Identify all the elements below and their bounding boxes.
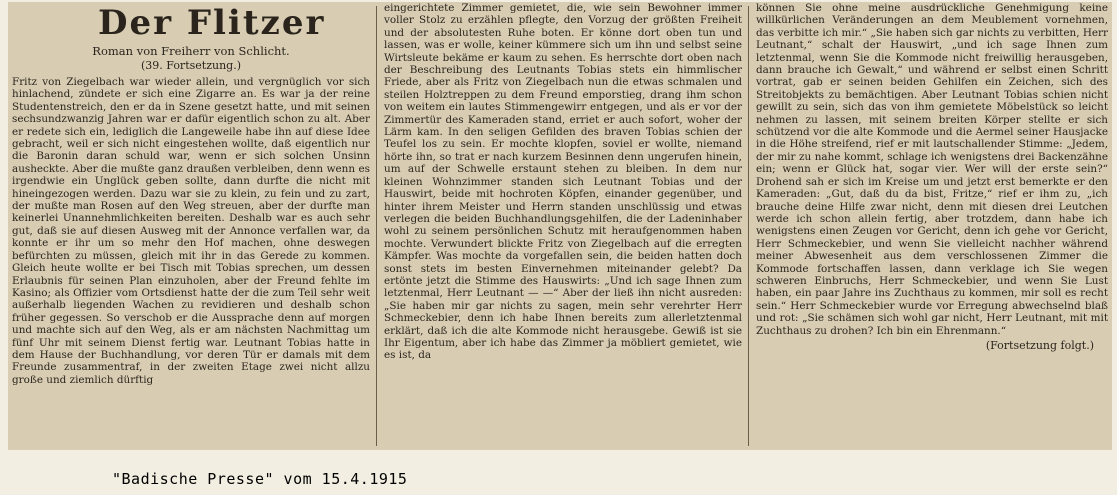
column-3-text: können Sie ohne meine ausdrückliche Genehmigung keine willkürlichen Veränderungen an dem Meublement vornehmen, das verbitte ich mir.“ „Sie haben sich gar nichts zu verbitten, Herr Leutnant,“ schalt der Hauswirt, „und ich sage Ihnen zum letztenmal, wenn Sie die Kommode nicht freiwillig herausgeben, dann brauche ich Gewalt,“ und während er selbst einen Schritt vortrat, gab er seinen beiden Gehilfen ein Zeichen, sich des Streitobjekts zu bemächtigen. Aber Leutnant Tobias schien nicht gewillt zu sein, sich das von ihm gemietete Möbelstück so leicht nehmen zu lassen, mit seinem breiten Körper stellte er sich schützend vor die alte Kommode und die Aermel seiner Hausjacke in die Höhe streifend, rief er mit lautschallender Stimme: „Jedem, der mir zu nahe kommt, schlage ich wenigstens drei Backenzähne ein; wenn er Glück hat, sogar vier. Wer will der erste sein?“ Drohend sah er sich im Kreise um und jetzt erst bemerkte er den Kameraden: „Gut, daß du da bist, Fritze,“ rief er ihm zu, „ich brauche deine Hilfe zwar nicht, denn mit diesen drei Leutchen werde ich schon allein fertig, aber trotzdem, dann habe ich wenigstens einen Zeugen vor Gericht, denn ich gehe vor Gericht, Herr Schmeckebier, und wenn Sie vielleicht nachher während meiner Abwesenheit aus dem verschlossenen Zimmer die Kommode fortschaffen lassen, dann verklage ich Sie wegen schweren Einbruchs, Herr Schmeckebier, und wenn Sie Lust haben, ein paar Jahre ins Zuchthaus zu kommen, mir soll es recht sein.“ Herr Schmeckebier wurde vor Erregung abwechselnd blaß und rot: „Sie schämen sich wohl gar nicht, Herr Leutnant, mit mit Zuchthaus zu drohen? Ich bin ein Ehrenmann.“ [756, 2, 1108, 337]
column-1-text: Fritz von Ziegelbach war wieder allein, und vergnüglich vor sich hinlachend, zündete er sich eine Zigarre an. Es war ja der reine Studentenstreich, den er da in Szene gesetzt hatte, und mit seinen sechsundzwanzig Jahren war er dafür eigentlich schon zu alt. Aber er redete sich ein, lediglich die Langeweile habe ihn auf diese Idee gebracht, weil er sich nicht eingestehen wollte, daß eigentlich nur die Baronin daran schuld war, wenn er sich solchen Unsinn ausheckte. Aber die mußte ganz draußen verbleiben, denn wenn es irgendwie ein Unglück geben sollte, dann durfte die nicht mit hineingezogen werden. Dazu war sie zu klein, zu fein und zu zart, der mußte man Rosen auf den Weg streuen, aber der durfte man keinerlei Unannehmlichkeiten bereiten. Deshalb war es auch sehr gut, daß sie auf diesen Ausweg mit der Annonce verfallen war, da konnte er ihr um so mehr den Hof machen, ohne deswegen befürchten zu müssen, gleich mit ihr in das Gerede zu kommen. Gleich heute wollte er bei Tisch mit Tobias sprechen, um dessen Erlaubnis für seinen Plan einzuholen, aber der Freund fehlte im Kasino; als Offizier vom Ortsdienst hatte der die zum Teil sehr weit außerhalb liegenden Wachen zu revidieren und deshalb schon früher gegessen. So verschob er die Aussprache denn auf morgen und machte sich auf den Weg, als er am nächsten Nachmittag um fünf Uhr mit seinem Dienst fertig war. Leutnant Tobias hatte in dem Hause der Buchhandlung, vor deren Tür er damals mit dem Freunde zusammentraf, in der zweiten Etage zwei nicht allzu große und ziemlich dürftig [12, 76, 370, 386]
column-1 [8, 2, 374, 450]
article-title: Der Flitzer [98, 3, 326, 43]
column-divider [748, 6, 749, 446]
column-2 [380, 2, 746, 450]
newspaper-clipping [8, 2, 1112, 450]
column-2-text: eingerichtete Zimmer gemietet, die, wie sein Bewohner immer voller Stolz zu erzählen pflegte, den Vorzug der größten Freiheit und der absolutesten Ruhe boten. Er könne dort oben tun und lassen, was er wolle, keiner kümmere sich um ihn und selbst seine Wirtsleute bekäme er kaum zu sehen. Es herrschte dort oben nach der Beschreibung des Leutnants Tobias stets ein himmlischer Friede, aber als Fritz von Ziegelbach nun die etwas schmalen und steilen Holztreppen zu dem Freund emporstieg, drang ihm schon von weitem ein lautes Stimmengewirr entgegen, und als er vor der Zimmertür des Kameraden stand, erriet er auch sofort, woher der Lärm kam. In den seligen Gefilden des braven Tobias schien der Teufel los zu sein. Er mochte klopfen, soviel er wollte, niemand hörte ihn, so trat er nach kurzem Besinnen denn ungerufen hinein, um auf der Schwelle erstaunt stehen zu bleiben. In dem nur kleinen Wohnzimmer standen sich Leutnant Tobias und der Hauswirt, beide mit hochroten Köpfen, einander gegenüber, und hinter ihrem Meister und Herrn standen unschlüssig und etwas verlegen die beiden Buchhandlungsgehilfen, die der Ladeninhaber wohl zu seinem persönlichen Schutz mit heraufgenommen haben mochte. Verwundert blickte Fritz von Ziegelbach auf die erregten Kämpfer. Was mochte da vorgefallen sein, die beiden hatten doch sonst stets im besten Einvernehmen miteinander gelebt? Da ertönte jetzt die Stimme des Hauswirts: „Und ich sage Ihnen zum letztenmal, Herr Leutnant — —“ Aber der ließ ihn nicht ausreden: „Sie haben mir gar nichts zu sagen, mein sehr verehrter Herr Schmeckebier, denn ich habe Ihnen bereits zum allerletztenmal erklärt, daß ich die alte Kommode nicht herausgebe. Gewiß ist sie Ihr Eigentum, aber ich habe das Zimmer ja möbliert gemietet, wie es ist, da [384, 2, 742, 362]
installment-label: (39. Fortsetzung.) [141, 59, 241, 72]
column-divider [376, 6, 377, 446]
continued-note: (Fortsetzung folgt.) [985, 338, 1094, 352]
column-3 [752, 2, 1112, 450]
source-caption: "Badische Presse" vom 15.4.1915 [112, 470, 408, 488]
article-subtitle: Roman von Freiherr von Schlicht. [92, 44, 290, 58]
